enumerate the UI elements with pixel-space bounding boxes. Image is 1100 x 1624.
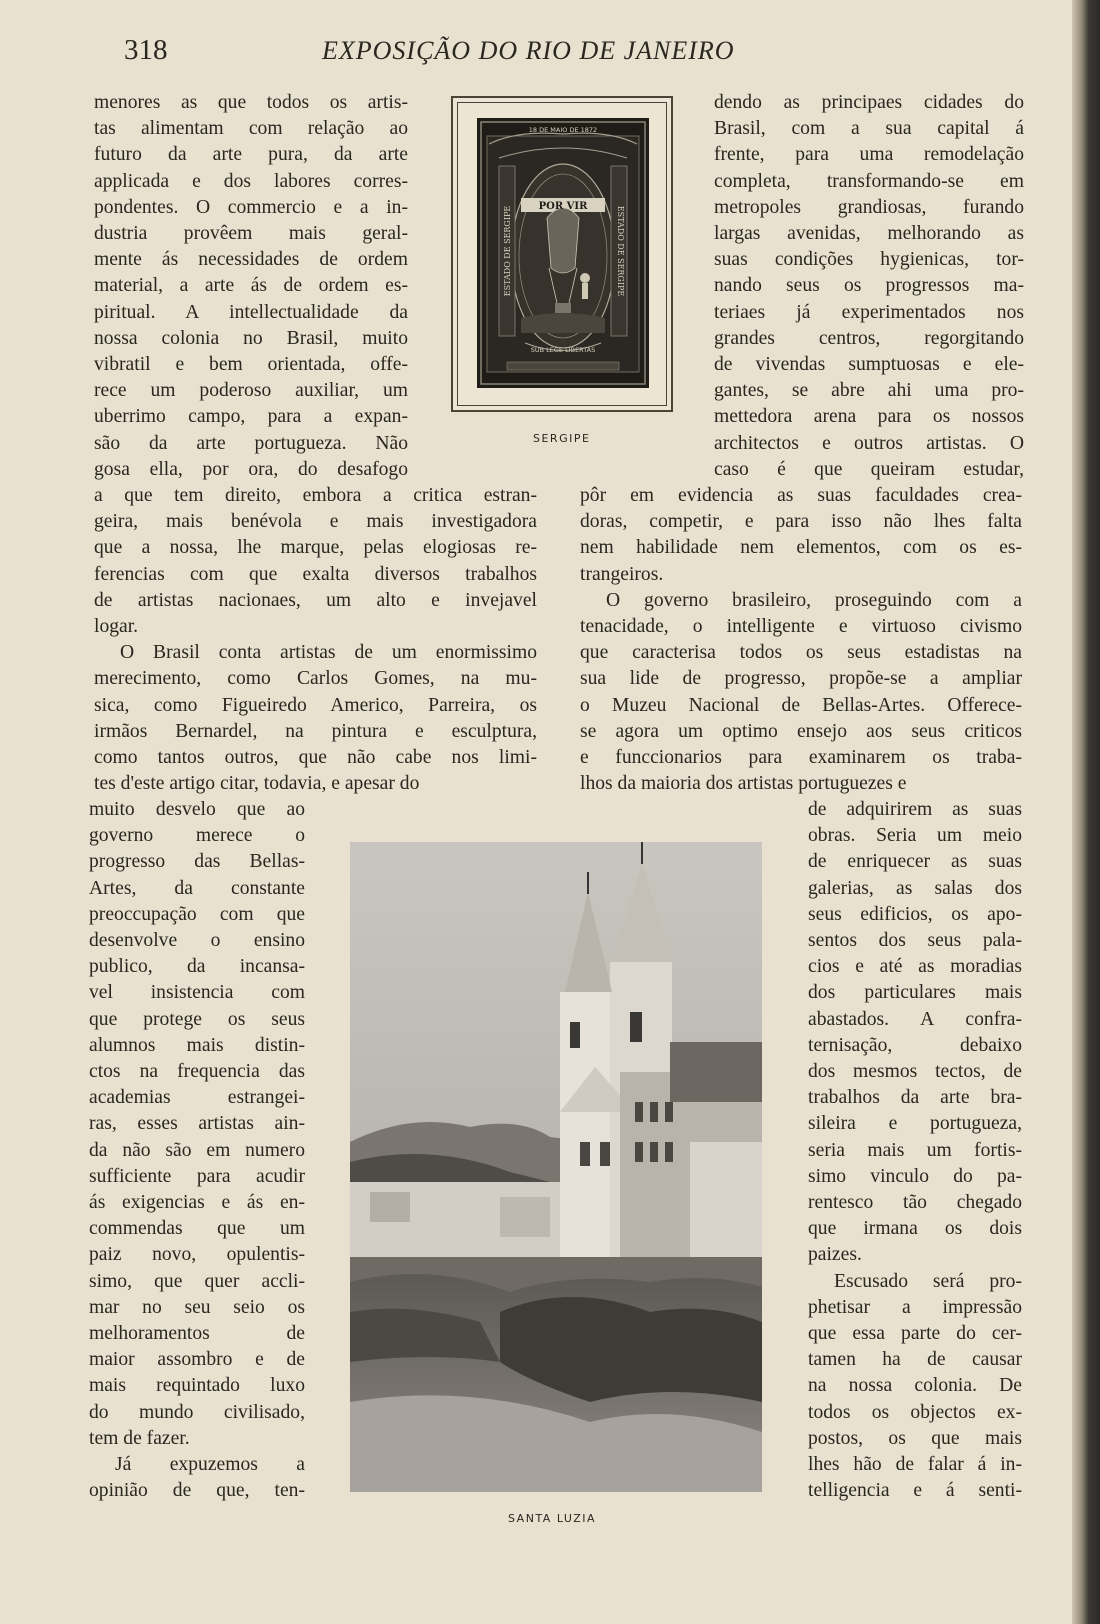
text-line: menores as que todos os artis- bbox=[94, 92, 408, 113]
text-line: rece um poderoso auxiliar, um bbox=[94, 380, 408, 402]
text-line: desenvolve o ensino bbox=[89, 930, 305, 952]
text-line: do mundo civilisado, bbox=[89, 1401, 305, 1423]
text-line: pôr em evidencia as suas faculdades crea- bbox=[580, 485, 1022, 506]
text-line: a que tem direito, embora a critica estran- bbox=[94, 485, 537, 506]
text-line: melhoramentos de bbox=[89, 1323, 305, 1345]
text-line: Artes, da constante bbox=[89, 877, 305, 899]
text-line: architectos e outros artistas. O bbox=[714, 432, 1024, 454]
text-line: dendo as principaes cidades do bbox=[714, 92, 1024, 113]
running-title: EXPOSIÇÃO DO RIO DE JANEIRO bbox=[322, 36, 735, 65]
text-line: lhes hão de falar á in- bbox=[808, 1454, 1022, 1476]
text-line: futuro da arte pura, da arte bbox=[94, 144, 408, 166]
text-line: ás exigencias e ás en- bbox=[89, 1192, 305, 1214]
text-line: simo vinculo do pa- bbox=[808, 1165, 1022, 1187]
left-column-narrow bbox=[89, 797, 305, 1504]
text-line: ferencias com que exalta diversos trabalhos bbox=[94, 563, 537, 585]
text-line: completa, transformando-se em bbox=[714, 170, 1024, 192]
text-line: sufficiente para acudir bbox=[89, 1165, 305, 1187]
text-line: cios e até as moradias bbox=[808, 956, 1022, 978]
text-line: logar. bbox=[94, 616, 139, 638]
stamp-date: 18 DE MAIO DE 1872 bbox=[528, 126, 598, 134]
text-line: grandes centros, regorgitando bbox=[714, 327, 1024, 349]
text-line: academias estrangei- bbox=[89, 1087, 305, 1109]
stamp-left-text: ESTADO DE SERGIPE bbox=[503, 205, 512, 297]
text-line: geira, mais benévola e mais investigadora bbox=[94, 511, 537, 533]
text-line: são da arte portugueza. Não bbox=[94, 432, 408, 454]
text-line: vibratil e bem orientada, offe- bbox=[94, 354, 408, 376]
text-line: trabalhos da arte bra- bbox=[808, 1087, 1022, 1109]
text-line: de artistas nacionaes, um alto e invejavel bbox=[94, 589, 537, 611]
text-line: sentos dos seus pala- bbox=[808, 930, 1022, 952]
text-line: ternisação, debaixo bbox=[808, 1034, 1022, 1056]
text-line: vel insistencia com bbox=[89, 982, 305, 1004]
page-number: 318 bbox=[124, 34, 168, 66]
page-edge-shadow bbox=[1072, 0, 1100, 1624]
text-line: phetisar a impressão bbox=[808, 1296, 1022, 1318]
text-line: caso é que queiram estudar, bbox=[714, 458, 1024, 480]
text-line: de enriquecer as suas bbox=[808, 851, 1022, 873]
text-line: metropoles grandiosas, furando bbox=[714, 196, 1024, 218]
stamp-band-text: POR VIR bbox=[538, 201, 588, 212]
text-line: nossa colonia no Brasil, muito bbox=[94, 327, 408, 349]
text-line: lhos da maioria dos artistas portuguezes e bbox=[580, 773, 907, 795]
text-line: que essa parte do cer- bbox=[808, 1323, 1022, 1345]
text-line: na nossa colonia. De bbox=[808, 1375, 1022, 1397]
text-line: irmãos Bernardel, na pintura e esculptura, bbox=[94, 720, 537, 742]
text-line: maior assombro e de bbox=[89, 1349, 305, 1371]
text-line: que protege os seus bbox=[89, 1008, 305, 1030]
text-line: tes d'este artigo citar, todavia, e apesar do bbox=[94, 773, 420, 795]
text-line: que a nossa, lhe marque, pelas elogiosas re- bbox=[94, 537, 537, 559]
right-column-wide bbox=[580, 483, 1022, 797]
text-line: o Muzeu Nacional de Bellas-Artes. Offerece- bbox=[580, 694, 1022, 716]
text-line: seus edificios, os apo- bbox=[808, 903, 1022, 925]
text-line: dos particulares mais bbox=[808, 982, 1022, 1004]
text-line: e funccionarios para examinarem os traba- bbox=[580, 747, 1022, 769]
text-line: ras, esses artistas ain- bbox=[89, 1113, 305, 1135]
text-line: postos, os que mais bbox=[808, 1427, 1022, 1449]
text-line: piritual. A intellectualidade da bbox=[94, 301, 408, 323]
text-line: paizes. bbox=[808, 1244, 862, 1266]
text-line: tenacidade, o intelligente e virtuoso civismo bbox=[580, 616, 1022, 638]
text-line: rentesco tão chegado bbox=[808, 1192, 1022, 1214]
text-line: mente ás necessidades de ordem bbox=[94, 249, 408, 271]
text-line: se agora um optimo ensejo aos seus criticos bbox=[580, 720, 1022, 742]
text-line: da não são em numero bbox=[89, 1139, 305, 1161]
text-line: trangeiros. bbox=[580, 563, 664, 585]
left-column-top bbox=[94, 90, 408, 483]
text-line: Escusado será pro- bbox=[834, 1270, 1022, 1292]
text-line: telligencia e á senti- bbox=[808, 1480, 1022, 1502]
text-line: seria mais um fortis- bbox=[808, 1139, 1022, 1161]
text-line: governo merece o bbox=[89, 825, 305, 847]
text-line: mais requintado luxo bbox=[89, 1375, 305, 1397]
text-line: tem de fazer. bbox=[89, 1427, 190, 1449]
stamp-right-text: ESTADO DE SERGIPE bbox=[616, 205, 625, 297]
text-line: de vivendas sumptuosas e ele- bbox=[714, 354, 1024, 376]
text-line: gantes, se abre ahi uma pro- bbox=[714, 380, 1024, 402]
right-column-narrow bbox=[808, 797, 1022, 1504]
text-line: galerias, as salas dos bbox=[808, 877, 1022, 899]
text-line: commendas que um bbox=[89, 1218, 305, 1240]
photo-caption: SANTA LUZIA bbox=[508, 1512, 597, 1525]
text-line: abastados. A confra- bbox=[808, 1008, 1022, 1030]
text-line: mar no seu seio os bbox=[89, 1296, 305, 1318]
text-line: merecimento, como Carlos Gomes, na mu- bbox=[94, 668, 537, 690]
stamp-illustration bbox=[451, 96, 673, 412]
text-line: que caracterisa todos os seus estadistas na bbox=[580, 642, 1022, 664]
text-line: progresso das Bellas- bbox=[89, 851, 305, 873]
text-line: nem habilidade nem elementos, com os es- bbox=[580, 537, 1022, 559]
text-line: O Brasil conta artistas de um enormissimo bbox=[120, 642, 537, 664]
text-line: frente, para uma remodelação bbox=[714, 144, 1024, 166]
text-line: teriaes já experimentados nos bbox=[714, 301, 1024, 323]
church-illustration bbox=[350, 842, 762, 1492]
text-line: alumnos mais distin- bbox=[89, 1034, 305, 1056]
text-line: material, a arte ás de ordem es- bbox=[94, 275, 408, 297]
text-line: doras, competir, e para isso não lhes falta bbox=[580, 511, 1022, 533]
text-line: largas avenidas, melhorando as bbox=[714, 223, 1024, 245]
text-line: uberrimo campo, para a expan- bbox=[94, 406, 408, 428]
text-line: O governo brasileiro, proseguindo com a bbox=[606, 589, 1022, 611]
text-line: tamen ha de causar bbox=[808, 1349, 1022, 1371]
text-line: como tantos outros, que não cabe nos limi- bbox=[94, 747, 537, 769]
santa-luzia-photo bbox=[350, 842, 762, 1492]
stamp-motto: SUB LEGE LIBERTAS bbox=[530, 346, 596, 354]
text-line: sica, como Figueiredo Americo, Parreira, os bbox=[94, 694, 537, 716]
text-line: mettedora arena para os nossos bbox=[714, 406, 1024, 428]
text-line: obras. Seria um meio bbox=[808, 825, 1022, 847]
text-line: applicada e dos labores corres- bbox=[94, 170, 408, 192]
sergipe-stamp bbox=[477, 118, 649, 388]
text-line: Brasil, com a sua capital á bbox=[714, 118, 1024, 140]
page-header bbox=[0, 30, 1072, 70]
text-line: muito desvelo que ao bbox=[89, 799, 305, 820]
text-line: Já expuzemos a bbox=[115, 1454, 305, 1476]
text-line: paiz novo, opulentis- bbox=[89, 1244, 305, 1266]
text-line: que irmana os dois bbox=[808, 1218, 1022, 1240]
text-line: gosa ella, por ora, do desafogo bbox=[94, 458, 408, 480]
text-line: opinião de que, ten- bbox=[89, 1480, 305, 1502]
text-line: publico, da incansa- bbox=[89, 956, 305, 978]
left-column-wide bbox=[94, 483, 537, 797]
text-line: de adquirirem as suas bbox=[808, 799, 1022, 820]
text-line: sileira e portugueza, bbox=[808, 1113, 1022, 1135]
stamp-caption: SERGIPE bbox=[533, 432, 591, 445]
text-line: simo, que quer accli- bbox=[89, 1270, 305, 1292]
right-column-top bbox=[714, 90, 1024, 483]
text-line: suas condições hygienicas, tor- bbox=[714, 249, 1024, 271]
text-line: dustria provêem mais geral- bbox=[94, 223, 408, 245]
text-line: pondentes. O commercio e a in- bbox=[94, 196, 408, 218]
text-line: dos mesmos tectos, de bbox=[808, 1061, 1022, 1083]
text-line: todos os objectos ex- bbox=[808, 1401, 1022, 1423]
text-line: ctos na frequencia das bbox=[89, 1061, 305, 1083]
text-line: sua lide de progresso, propõe-se a ampliar bbox=[580, 668, 1022, 690]
text-line: nando seus os progressos ma- bbox=[714, 275, 1024, 297]
text-line: preoccupação com que bbox=[89, 903, 305, 925]
text-line: tas alimentam com relação ao bbox=[94, 118, 408, 140]
